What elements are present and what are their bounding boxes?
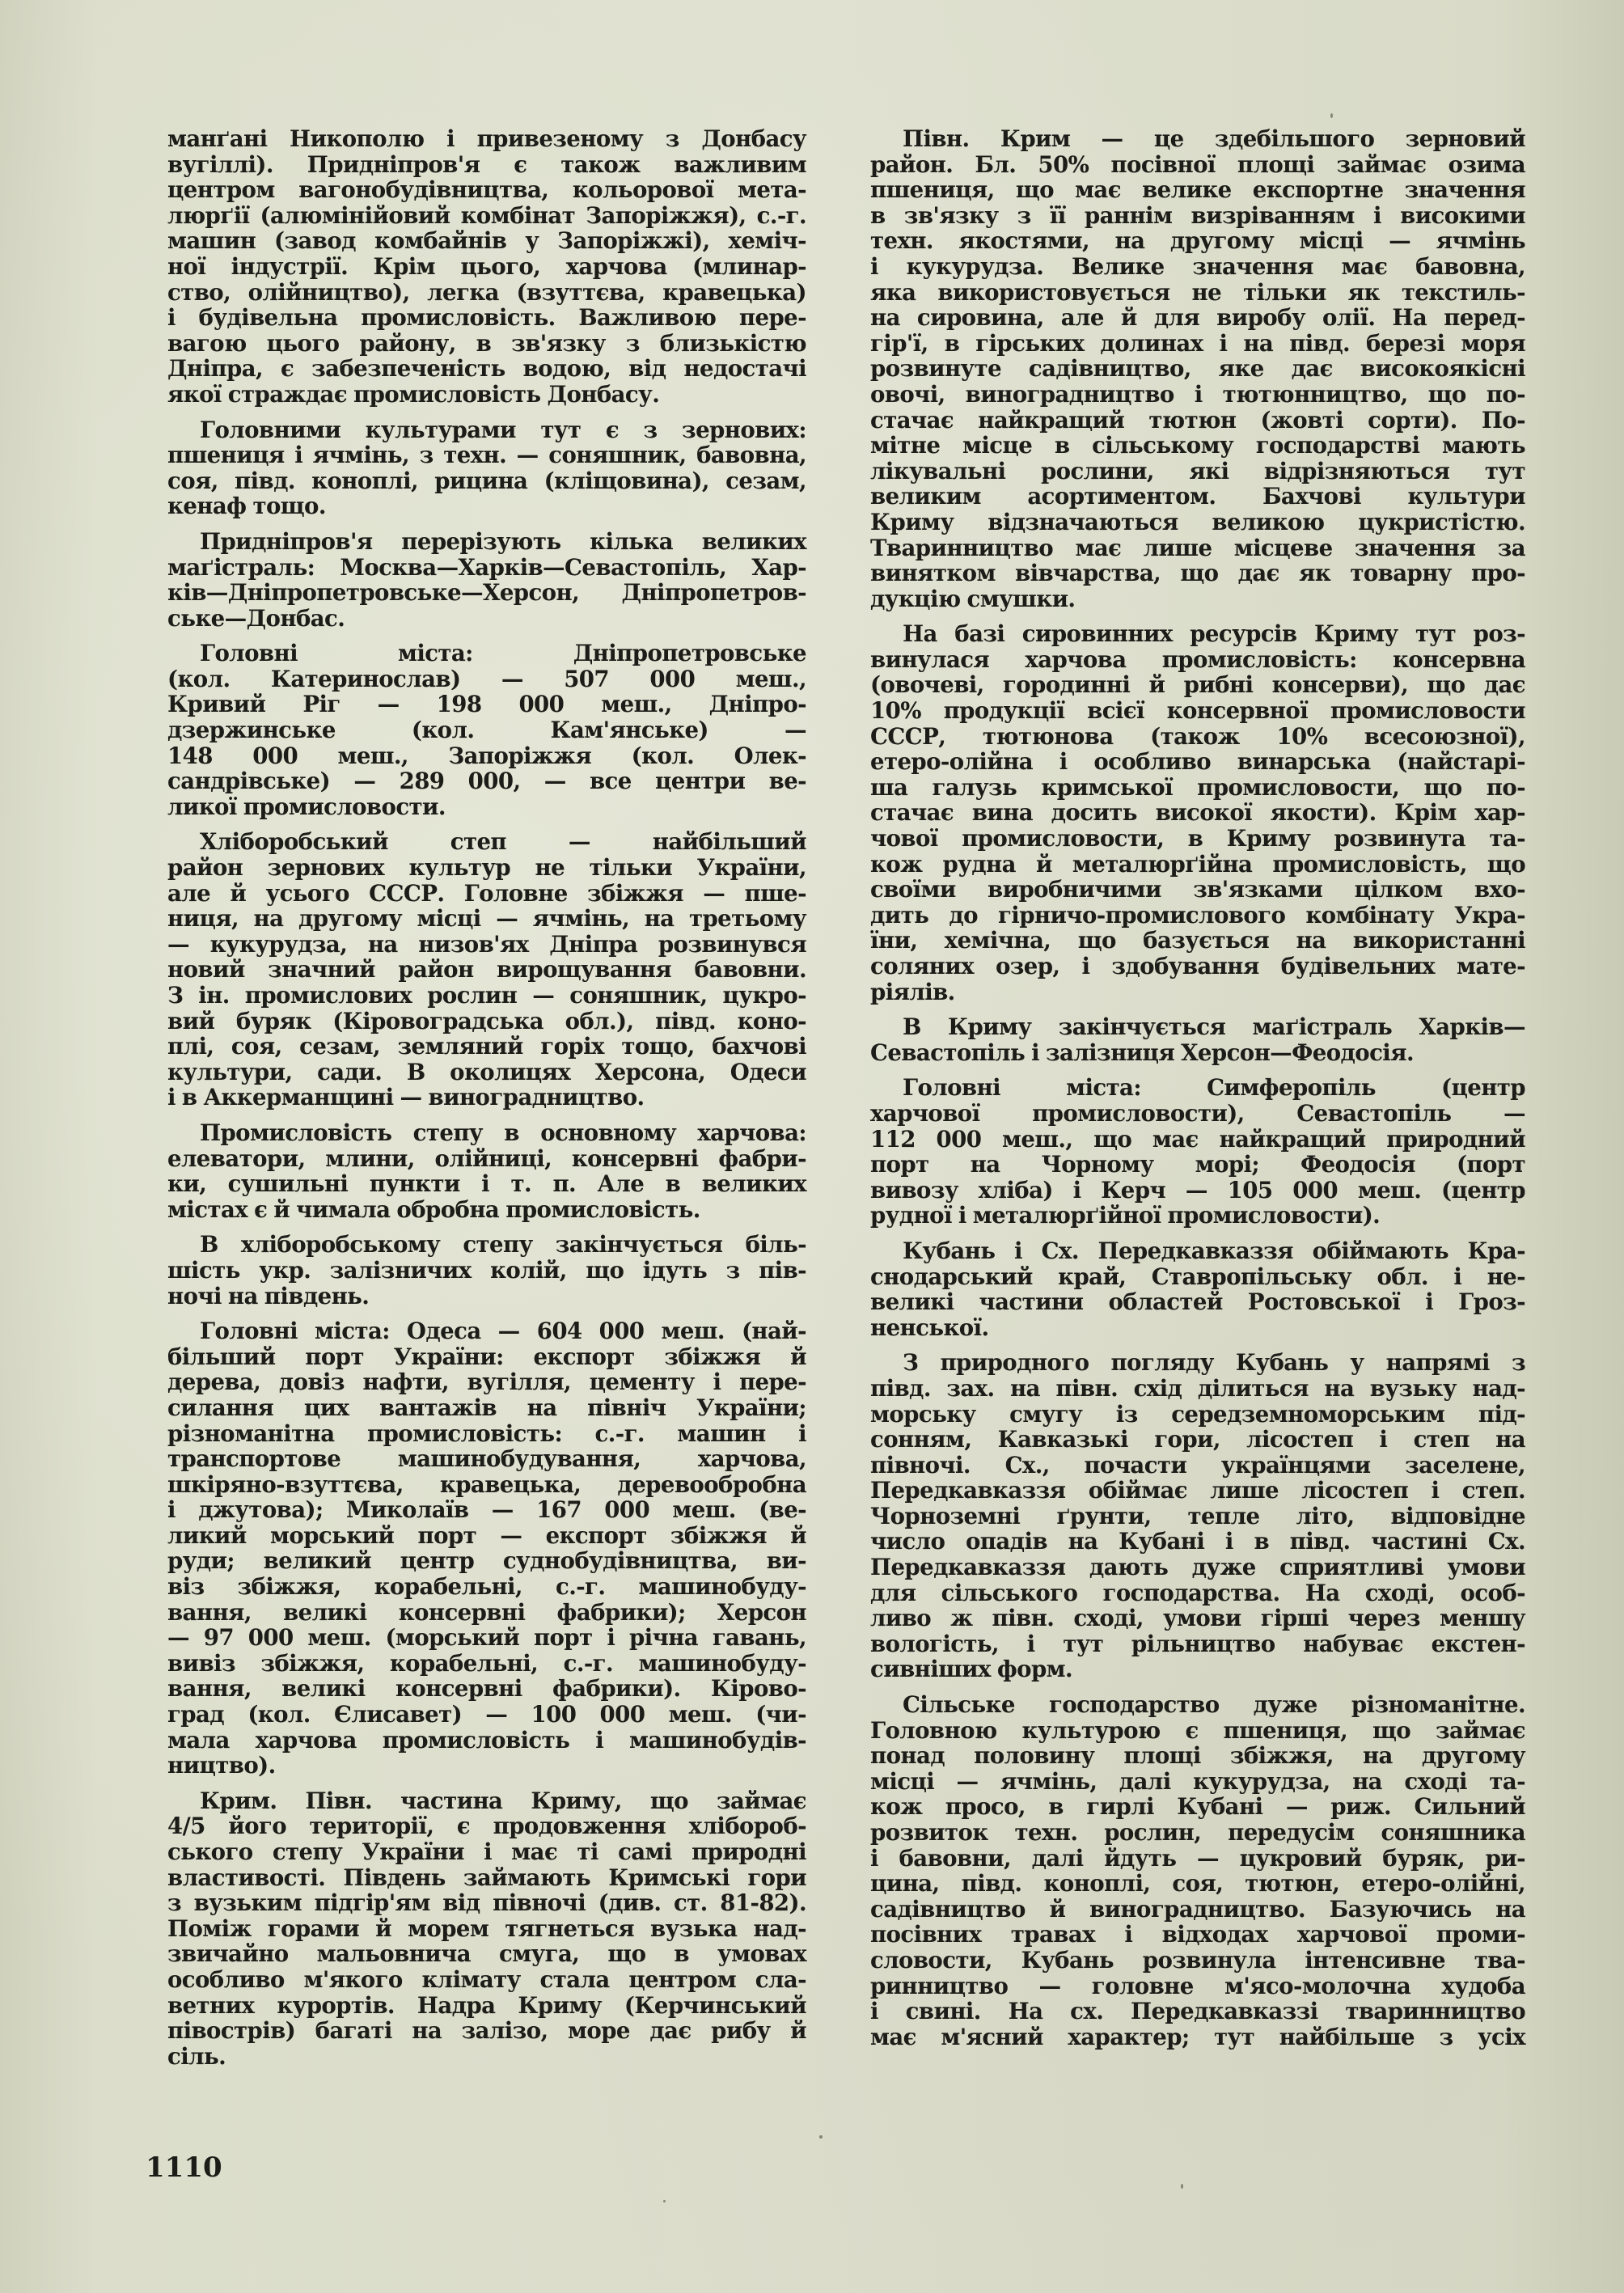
text-line: число опадів на Кубані і в півд. частині Сх.: [870, 1528, 1525, 1555]
text-line: плі, соя, сезам, земляний горіх тощо, бахчові: [167, 1033, 806, 1060]
text-line: Севастопіль і залізниця Херсон—Феодосія.: [870, 1039, 1414, 1066]
text-line: сивніших форм.: [870, 1656, 1073, 1683]
paragraph: [870, 1238, 1525, 1340]
text-line: дерева, довіз нафти, вугілля, цементу і пере-: [167, 1369, 806, 1396]
paper-speck: [1181, 2184, 1183, 2189]
text-line: Головною культурою є пшениця, що займає: [870, 1716, 1525, 1744]
text-line: понад половину площі збіжжя, на другому: [870, 1742, 1525, 1770]
text-line: машин (завод комбайнів у Запоріжжі), хеміч-: [167, 227, 806, 255]
text-line: вий буряк (Кіровоградська обл.), півд. коно-: [167, 1007, 806, 1034]
paragraph: [167, 529, 806, 631]
text-line: великі частини областей Ростовської і Гроз-: [870, 1288, 1525, 1316]
text-line: СССР, тютюнова (також 10% всесоюзної),: [870, 722, 1525, 750]
text-line: район. Бл. 50% посівної площі займає озима: [870, 150, 1525, 178]
text-line: півд. зах. на півн. схід ділиться на вузьку над-: [870, 1374, 1525, 1402]
text-line: манґані Никополю і привезеному з Донбасу: [167, 125, 806, 152]
text-line: овочі, виноградництво і тютюнництво, що по-: [870, 380, 1525, 408]
text-line: град (кол. Єлисавет) — 100 000 меш. (чи-: [167, 1701, 806, 1728]
paragraph: [870, 1075, 1525, 1229]
text-line: Крим. Півн. частина Криму, що займає: [200, 1787, 806, 1814]
text-line: великим асортиментом. Бахчові культури: [870, 483, 1525, 510]
text-line: для сільського господарства. На сході, особ-: [870, 1579, 1525, 1606]
text-line: півночі. Сх., почасти українцями заселене,: [870, 1451, 1525, 1479]
paragraph: [870, 1014, 1525, 1065]
text-line: пшениця, що має велике експортне значення: [870, 176, 1525, 204]
text-line: ветних курортів. Надра Криму (Керчинський: [167, 1991, 806, 2019]
text-line: дзержинське (кол. Кам'янське) —: [167, 717, 806, 744]
right-column: [870, 126, 1525, 2059]
text-line: 4/5 його території, є продовження хлібороб-: [167, 1813, 806, 1840]
text-line: вологість, і тут рільництво набуває екстен-: [870, 1630, 1525, 1657]
text-line: З природного погляду Кубань у напрямі з: [903, 1349, 1525, 1377]
text-line: ське—Донбас.: [167, 604, 345, 632]
text-line: техн. якостями, на другому місці — ячмінь: [870, 227, 1525, 255]
text-line: вання, великі консервні фабрики); Херсон: [167, 1598, 806, 1626]
paragraph: [870, 1350, 1525, 1682]
text-line: словости, Кубань розвинула інтенсивне тва-: [870, 1946, 1525, 1974]
text-line: вугіллі). Придніпров'я є також важливим: [167, 150, 806, 178]
text-line: містах є й чимала обробна промисловість.: [167, 1195, 700, 1223]
text-line: кож рудна й металюрґійна промисловість, що: [870, 850, 1525, 878]
text-line: їни, хемічна, що базується на використанні: [870, 927, 1525, 954]
text-line: своїми виробничими зв'язками цілком вхо-: [870, 876, 1525, 903]
text-line: Тваринництво має лише місцеве значення за: [870, 534, 1525, 561]
text-line: 148 000 меш., Запоріжжя (кол. Олек-: [167, 742, 806, 769]
text-line: вивіз збіжжя, корабельні, с.-г. машинобуду-: [167, 1649, 806, 1677]
text-line: ництво).: [167, 1752, 276, 1779]
paragraph: [167, 1232, 806, 1309]
text-line: — 97 000 меш. (морський порт і річна гавань,: [167, 1624, 806, 1652]
paragraph: [167, 829, 806, 1111]
paragraph: [870, 621, 1525, 1005]
text-line: На базі сировинних ресурсів Криму тут роз-: [903, 620, 1525, 648]
text-line: вагою цього району, в зв'язку з близькістю: [167, 329, 806, 357]
text-line: З ін. промислових рослин — соняшник, цукро-: [167, 982, 806, 1009]
paragraph: [870, 1692, 1525, 2050]
text-line: вивозу хліба) і Керч — 105 000 меш. (центр: [870, 1176, 1525, 1204]
paragraph: [167, 417, 806, 519]
text-line: на сировина, але й для виробу олії. На перед-: [870, 304, 1525, 332]
text-line: ликої промисловости.: [167, 793, 446, 820]
text-line: снодарський край, Ставропільську обл. і не-: [870, 1263, 1525, 1290]
text-line: новий значний район вирощування бавовни.: [167, 956, 806, 984]
text-line: Чорноземні ґрунти, тепле літо, відповідне: [870, 1502, 1525, 1529]
text-line: і в Аккерманщині — виноградництво.: [167, 1084, 645, 1111]
text-line: соя, півд. коноплі, рицина (кліщовина), сезам,: [167, 467, 806, 494]
text-line: ненської.: [870, 1314, 989, 1341]
text-line: властивості. Південь займають Кримські гори: [167, 1864, 806, 1891]
text-line: дить до гірничо-промислового комбінату Укра-: [870, 901, 1525, 929]
text-line: ної індустрії. Крім цього, харчова (млинар-: [167, 252, 806, 280]
text-line: сандрівське) — 289 000, — все центри ве-: [167, 768, 806, 795]
text-line: транспортове машинобудування, харчова,: [167, 1445, 806, 1473]
text-line: стачає найкращий тютюн (жовті сорти). По-: [870, 406, 1525, 434]
text-line: звичайно мальовнича смуга, що в умовах: [167, 1940, 806, 1968]
paragraph: [167, 641, 806, 819]
text-line: має м'ясний характер; тут найбільше з усіх: [870, 2023, 1525, 2050]
text-line: півострів) багаті на залізо, море дає рибу й: [167, 2017, 806, 2045]
text-line: і свині. На сх. Передкавказзі тваринництво: [870, 1998, 1525, 2025]
text-line: В Криму закінчується маґістраль Харків—: [903, 1013, 1525, 1041]
text-line: Хліборобський степ — найбільший: [200, 828, 806, 856]
text-line: Сільське господарство дуже різноманітне.: [903, 1691, 1525, 1719]
text-line: і кукурудза. Велике значення має бавовна,: [870, 252, 1525, 280]
text-line: сіль.: [167, 2042, 226, 2070]
paragraph: [167, 1120, 806, 1222]
paper-speck: [663, 2200, 666, 2202]
page-number: 1110: [146, 2151, 222, 2184]
text-line: різноманітна промисловість: с.-г. машин і: [167, 1419, 806, 1447]
text-line: і джутова); Миколаїв — 167 000 меш. (ве-: [167, 1496, 806, 1524]
left-column: [167, 126, 806, 2079]
text-line: ків—Дніпропетровське—Херсон, Дніпропетров-: [167, 579, 806, 607]
text-line: центром вагонобудівництва, кольорової мета-: [167, 176, 806, 204]
text-line: віз збіжжя, корабельні, с.-г. машинобуду-: [167, 1573, 806, 1601]
text-line: ринництво — головне м'ясо-молочна худоба: [870, 1972, 1525, 1999]
text-line: розвиток техн. рослин, передусім соняшника: [870, 1819, 1525, 1846]
text-line: ликий морський порт — експорт збіжжя й: [167, 1521, 806, 1549]
text-line: маґістраль: Москва—Харків—Севастопіль, Хар-: [167, 553, 806, 581]
text-line: ріялів.: [870, 978, 955, 1005]
text-line: винулася харчова промисловість: консервна: [870, 645, 1525, 673]
text-line: особливо м'якого клімату стала центром сла-: [167, 1965, 806, 1993]
text-line: руди; великий центр суднобудівництва, ви-: [167, 1547, 806, 1575]
text-line: з вузьким підгір'ям від півночі (див. ст. 81-82).: [167, 1889, 806, 1917]
text-line: порт на Чорному морі; Феодосія (порт: [870, 1151, 1525, 1178]
text-line: (овочеві, городинні й рибні консерви), що дає: [870, 671, 1525, 699]
text-line: люрґії (алюмінійовий комбінат Запоріжжя), с.-г.: [167, 201, 806, 229]
text-line: культури, сади. В околицях Херсона, Одеси: [167, 1058, 806, 1085]
text-line: лікувальні рослини, які відрізняються тут: [870, 457, 1525, 484]
text-line: — кукурудза, на низов'ях Дніпра розвинувся: [167, 930, 806, 958]
text-line: Головними культурами тут є з зернових:: [200, 416, 806, 443]
paragraph: [870, 126, 1525, 611]
text-line: сонням, Кавказькі гори, лісостеп і степ на: [870, 1426, 1525, 1453]
text-line: ливо ж півн. сході, умови гірші через меншу: [870, 1605, 1525, 1632]
paper-speck: [1330, 113, 1333, 118]
text-line: рудної і металюрґійної промисловости).: [870, 1202, 1381, 1229]
text-line: яка використовується не тільки як текстиль-: [870, 278, 1525, 306]
text-line: Кривий Ріг — 198 000 меш., Дніпро-: [167, 691, 806, 718]
text-line: Промисловість степу в основному харчова:: [200, 1119, 806, 1146]
paragraph: [167, 126, 806, 408]
text-line: Головні міста: Симферопіль (центр: [903, 1074, 1525, 1102]
text-line: ського степу України і має ті самі природні: [167, 1838, 806, 1865]
text-line: В хліборобському степу закінчується біль-: [200, 1231, 806, 1259]
text-line: ниця, на другому місці — ячмінь, на третьому: [167, 905, 806, 933]
paper-speck: [819, 2135, 823, 2139]
text-line: ство, олійництво), легка (взуттєва, кравецька): [167, 278, 806, 306]
text-line: Півн. Крим — це здебільшого зерновий: [903, 125, 1525, 152]
text-line: Поміж горами й морем тягнеться вузька над-: [167, 1914, 806, 1942]
text-line: Придніпров'я перерізують кілька великих: [200, 527, 806, 555]
text-line: харчової промисловости), Севастопіль —: [870, 1099, 1525, 1127]
text-line: шкіряно-взуттєва, кравецька, деревообробна: [167, 1470, 806, 1498]
text-line: вання, великі консервні фабрики). Кірово-: [167, 1675, 806, 1703]
text-line: Передкавказзя дають дуже сприятливі умови: [870, 1554, 1525, 1581]
text-line: винятком вівчарства, що дає як товарну про-: [870, 560, 1525, 587]
text-line: 112 000 меш., що має найкращий природний: [870, 1125, 1525, 1153]
text-line: ша галузь кримської промисловости, що по-: [870, 773, 1525, 801]
text-line: ки, сушильні пункти і т. п. Але в великих: [167, 1170, 806, 1198]
text-line: чової промисловости, в Криму розвинута та-: [870, 825, 1525, 852]
text-line: шість укр. залізничих колій, що ідуть з пів-: [167, 1256, 806, 1284]
paragraph: [167, 1788, 806, 2070]
text-line: ночі на південь.: [167, 1282, 370, 1309]
text-line: Головні міста: Дніпропетровське: [200, 640, 806, 667]
text-line: посівних травах і відходах харчової проми-: [870, 1921, 1525, 1948]
text-line: етеро-олійна і особливо винарська (найстарі-: [870, 748, 1525, 776]
text-line: мітне місце в сільському господарстві мають: [870, 432, 1525, 459]
text-line: елеватори, млини, олійниці, консервні фабри-: [167, 1144, 806, 1172]
text-line: гір'ї, в гірських долинах і на півд. березі моря: [870, 329, 1525, 357]
text-line: мала харчова промисловість і машинобудів-: [167, 1726, 806, 1754]
text-line: 10% продукції всієї консервної промисловости: [870, 697, 1525, 725]
text-line: якої страждає промисловість Донбасу.: [167, 380, 660, 408]
text-line: Передкавказзя обіймає лише лісостеп і степ.: [870, 1477, 1525, 1504]
text-line: Криму відзначаються великою цукристістю.: [870, 508, 1525, 535]
text-line: в зв'язку з її раннім визріванням і високими: [870, 201, 1525, 229]
text-line: садівництво й виноградництво. Базуючись на: [870, 1895, 1525, 1923]
text-line: цина, півд. коноплі, соя, тютюн, етеро-олійні,: [870, 1870, 1525, 1897]
text-line: Кубань і Сх. Передкавказзя обіймають Кра-: [903, 1237, 1525, 1264]
text-line: дукцію смушки.: [870, 585, 1076, 612]
text-line: кенаф тощо.: [167, 493, 326, 520]
text-line: Головні міста: Одеса — 604 000 меш. (най-: [200, 1318, 806, 1345]
text-line: розвинуте садівництво, яке дає високоякісні: [870, 355, 1525, 383]
text-line: і бавовни, далі йдуть — цукровий буряк, ри-: [870, 1844, 1525, 1872]
text-line: більший порт України: експорт збіжжя й: [167, 1343, 806, 1370]
text-line: соляних озер, і здобування будівельних мате-: [870, 953, 1525, 979]
text-line: пшениця і ячмінь, з техн. — соняшник, бавовна,: [167, 442, 806, 469]
text-line: (кол. Катеринослав) — 507 000 меш.,: [167, 665, 806, 692]
text-line: силання цих вантажів на північ України;: [167, 1394, 806, 1421]
text-line: район зернових культур не тільки України,: [167, 854, 806, 882]
text-line: і будівельна промисловість. Важливою пере-: [167, 304, 806, 332]
text-line: Дніпра, є забезпеченість водою, від недостачі: [167, 355, 806, 383]
text-line: стачає вина досить високої якости). Крім хар-: [870, 799, 1525, 827]
text-line: місці — ячмінь, далі кукурудза, на сході та-: [870, 1767, 1525, 1795]
paragraph: [167, 1318, 806, 1779]
text-line: але й усього СССР. Головне збіжжя — пше-: [167, 879, 806, 907]
text-line: кож просо, в гирлі Кубані — риж. Сильний: [870, 1793, 1525, 1821]
text-line: морську смугу із середземноморським під-: [870, 1400, 1525, 1428]
